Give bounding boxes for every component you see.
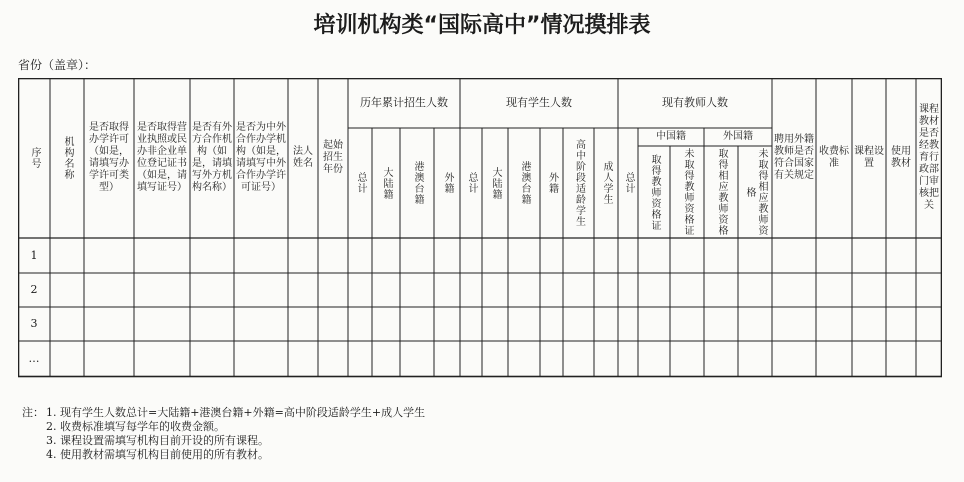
header-foreign-hire: 聘用外籍教师是否符合国家有关规定 [774, 134, 814, 181]
note-item: 3. 课程设置需填写机构目前开设的所有课程。 [46, 434, 269, 447]
table-notes [22, 406, 425, 462]
note-item: 4. 使用教材需填写机构目前使用的所有教材。 [46, 448, 269, 461]
province-label: 省份（盖章）： [18, 58, 97, 72]
survey-table [18, 78, 942, 378]
header-cumulative-foreign: 外籍 [442, 172, 453, 194]
row-number: … [28, 352, 40, 365]
header-current-foreign: 外籍 [546, 172, 558, 194]
header-seq: 序号 [29, 147, 40, 169]
header-fee: 收费标准 [819, 146, 849, 169]
header-current-students: 现有学生人数 [506, 96, 572, 109]
row-number: 1 [30, 248, 38, 262]
header-cn-unqualified: 未取得教师资格证 [682, 148, 693, 236]
header-chinese-nationality: 中国籍 [656, 131, 686, 142]
header-current-hs-age: 高中阶段适龄学生 [573, 139, 585, 227]
row-number: 2 [30, 283, 38, 296]
header-teacher-total: 总计 [623, 172, 634, 194]
header-current-adult: 成人学生 [601, 161, 612, 205]
note-item: 1. 现有学生人数总计=大陆籍+港澳台籍+外籍=高中阶段适龄学生+成人学生 [46, 406, 426, 419]
header-license: 是否取得办学许可（如是，请填写办学许可类型） [89, 122, 129, 193]
header-org-name: 机构名称 [62, 136, 73, 180]
header-fr-qualified: 取得相应教师资格 [716, 148, 727, 236]
header-curriculum: 课程设置 [854, 146, 884, 169]
header-cn-qualified: 取得教师资格证 [649, 153, 660, 231]
notes-label: 注： [22, 406, 44, 419]
header-foreign-nationality: 外国籍 [723, 131, 753, 142]
header-current-teachers: 现有教师人数 [662, 96, 728, 109]
header-cumulative-enrollment: 历年累计招生人数 [360, 96, 448, 109]
header-legal-rep: 法人姓名 [293, 146, 313, 169]
row-number: 3 [30, 317, 38, 330]
header-textbook-review: 课程教材是否经教育行政部门审核把关 [919, 104, 939, 211]
header-current-mainland: 大陆籍 [490, 166, 501, 200]
header-foreign-coop: 是否有外方合作机构（如是，请填写外方机构名称） [192, 122, 232, 193]
header-textbooks: 使用教材 [891, 146, 911, 169]
page-title: 培训机构类“国际高中”情况摸排表 [313, 13, 651, 38]
header-cumulative-total: 总计 [355, 172, 366, 194]
header-business: 是否取得营业执照或民办非企业单位登记证书（如是，请填写证号） [137, 122, 187, 193]
header-cumulative-hk-mo-tw: 港澳台籍 [412, 161, 423, 205]
header-current-hk-mo-tw: 港澳台籍 [519, 161, 530, 205]
header-current-total: 总计 [466, 172, 477, 194]
header-cumulative-mainland: 大陆籍 [381, 166, 392, 200]
note-item: 2. 收费标准填写每学年的收费金额。 [46, 420, 225, 433]
header-start-year: 起始招生年份 [323, 140, 343, 175]
header-sino-foreign: 是否为中外合作办学机构（如是，请填写中外合作办学许可证号） [236, 122, 286, 193]
header-fr-unqualified: 未取得相应教师资格 [744, 148, 767, 236]
